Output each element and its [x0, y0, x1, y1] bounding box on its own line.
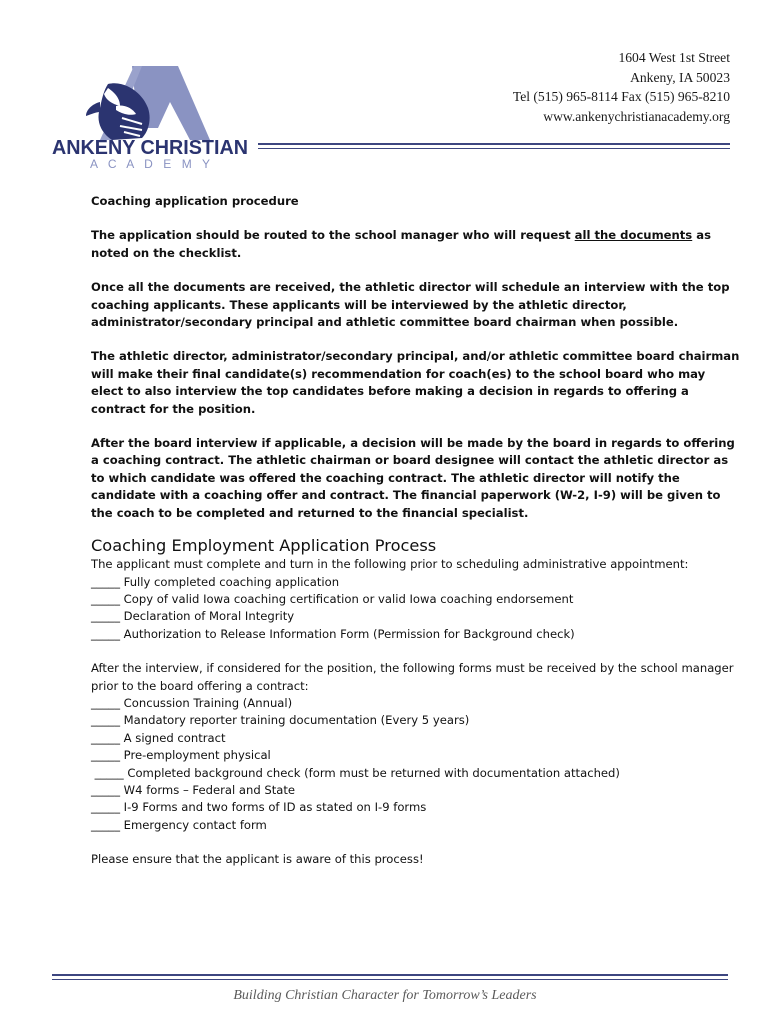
- process-heading: Coaching Employment Application Process: [91, 536, 437, 556]
- procedure-title: Coaching application procedure: [91, 194, 299, 208]
- footer-motto: Building Christian Character for Tomorrow’s Leaders: [233, 988, 537, 1003]
- school-logo: [50, 62, 260, 170]
- address-city: Ankeny, IA 50023: [630, 69, 730, 85]
- address-website: www.ankenychristianacademy.org: [543, 108, 730, 124]
- logo-name: ANKENY CHRISTIAN: [52, 137, 248, 159]
- checklist-item: _____ W4 forms – Federal and State: [91, 782, 296, 797]
- checklist-item: _____ Copy of valid Iowa coaching certification or valid Iowa coaching endorsement: [91, 591, 574, 606]
- post-interview-checklist: [91, 695, 741, 834]
- checklist-item: _____ Pre-employment physical: [91, 748, 271, 763]
- checklist-item: _____ Fully completed coaching application: [91, 574, 340, 589]
- checklist-item: _____ Completed background check (form must be returned with documentation attached): [91, 765, 620, 780]
- address-street: 1604 West 1st Street: [618, 50, 730, 65]
- all-documents-underline: all the documents: [574, 228, 693, 243]
- procedure-paragraph-4: After the board interview if applicable, a decision will be made by the board in regards to offering a coaching contract. The athletic chairman or board designee will contact the athletic director as to which candidate was offered the coaching contract. The athletic director will notify the candidate with a coaching offer and contract. The financial paperwork (W-2, I-9) will be given to the coach to be completed and returned to the financial specialist.: [91, 436, 735, 520]
- logo-academy: A C A D E M Y: [90, 157, 210, 170]
- closing-note: Please ensure that the applicant is aware of this process!: [91, 852, 424, 867]
- process-intro: The applicant must complete and turn in the following prior to scheduling administrative appointment:: [91, 557, 689, 572]
- checklist-item: _____ Concussion Training (Annual): [91, 695, 293, 710]
- procedure-paragraph-3: The athletic director, administrator/secondary principal, and/or athletic committee board chairman will make their final candidate(s) recommendation for coach(es) to the school board who may elect to also interview the top candidates before making a decision in regards to offering a contract for the position.: [91, 349, 740, 416]
- address-phone-fax: Tel (515) 965-8114 Fax (515) 965-8210: [512, 89, 730, 104]
- footer-divider: [52, 974, 728, 980]
- checklist-item: _____ A signed contract: [91, 730, 226, 745]
- para1-text-end: as noted on the checklist.: [91, 228, 711, 260]
- para1-text: The application should be routed to the school manager who will request: [91, 228, 575, 243]
- header-divider: [258, 143, 730, 153]
- checklist-item: _____ I-9 Forms and two forms of ID as stated on I-9 forms: [91, 800, 427, 815]
- procedure-paragraph-1: [91, 227, 741, 262]
- post-interview-intro: After the interview, if considered for the position, the following forms must be received by the school manager prior to the board offering a contract:: [91, 661, 734, 693]
- procedure-paragraph-2: Once all the documents are received, the athletic director will schedule an interview with the top coaching applicants. These applicants will be interviewed by the athletic director, administrator/secondary principal and athletic committee board chairman when possible.: [91, 280, 730, 330]
- document-body: [91, 193, 741, 869]
- checklist-item: _____ Mandatory reporter training documentation (Every 5 years): [91, 713, 470, 728]
- checklist-item: _____ Declaration of Moral Integrity: [91, 609, 295, 624]
- checklist-item: _____ Authorization to Release Information Form (Permission for Background check): [91, 626, 575, 641]
- school-address: [513, 48, 730, 126]
- pre-appointment-checklist: [91, 574, 741, 644]
- checklist-item: _____ Emergency contact form: [91, 817, 267, 832]
